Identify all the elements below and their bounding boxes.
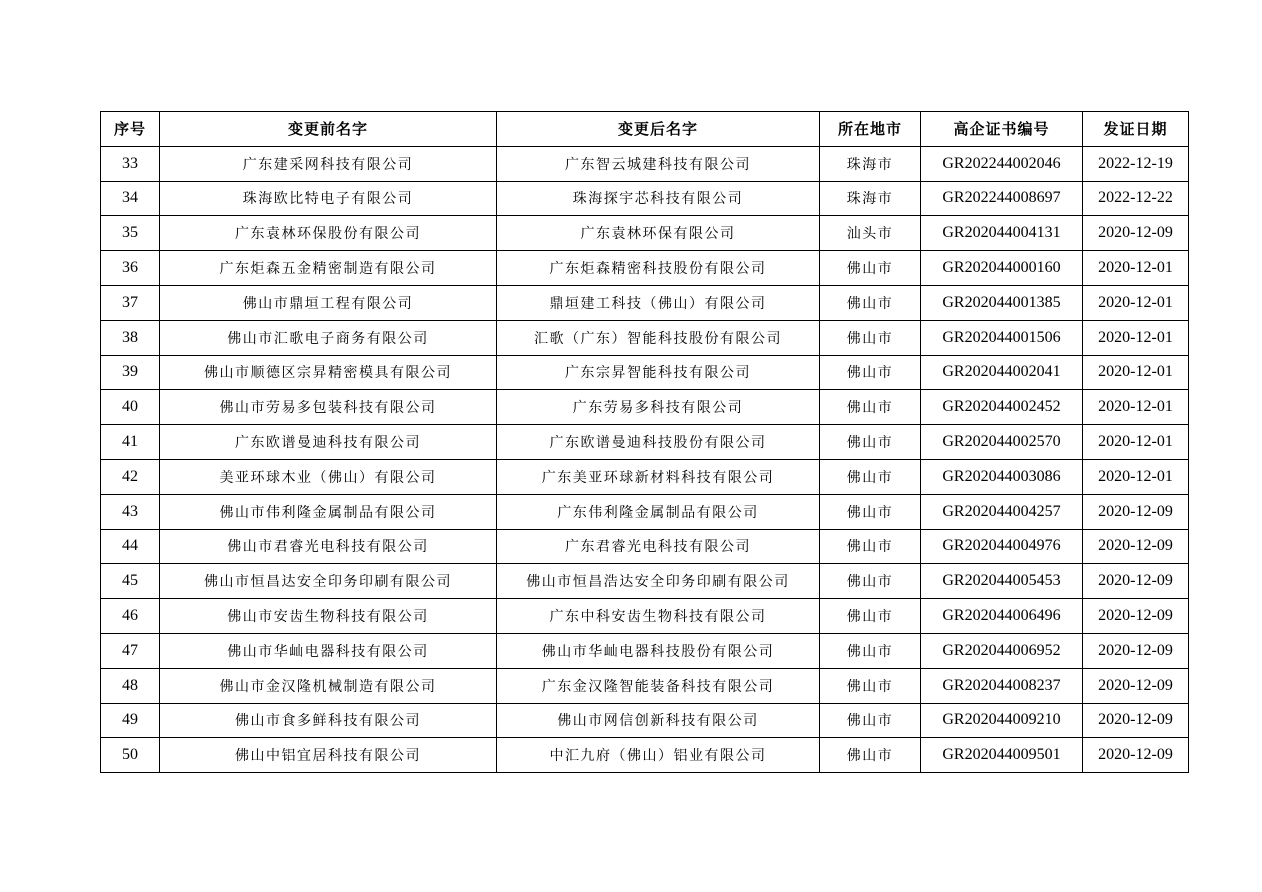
table-header bbox=[101, 112, 1189, 147]
cell-name-after: 中汇九府（佛山）铝业有限公司 bbox=[497, 738, 820, 773]
table-row bbox=[101, 703, 1189, 738]
cell-city: 佛山市 bbox=[820, 251, 921, 286]
cell-issue-date: 2020-12-01 bbox=[1083, 425, 1189, 460]
cell-city: 佛山市 bbox=[820, 494, 921, 529]
header-city: 所在地市 bbox=[820, 112, 921, 147]
cell-name-before: 佛山市伟利隆金属制品有限公司 bbox=[160, 494, 497, 529]
cell-issue-date: 2022-12-22 bbox=[1083, 181, 1189, 216]
cell-seq: 45 bbox=[101, 564, 160, 599]
cell-seq: 40 bbox=[101, 390, 160, 425]
cell-seq: 42 bbox=[101, 459, 160, 494]
cell-cert-number: GR202044003086 bbox=[921, 459, 1083, 494]
cell-city: 佛山市 bbox=[820, 738, 921, 773]
cell-name-after: 广东智云城建科技有限公司 bbox=[497, 146, 820, 181]
cell-issue-date: 2020-12-09 bbox=[1083, 668, 1189, 703]
cell-name-before: 美亚环球木业（佛山）有限公司 bbox=[160, 459, 497, 494]
table-row bbox=[101, 320, 1189, 355]
cell-seq: 47 bbox=[101, 633, 160, 668]
cell-city: 佛山市 bbox=[820, 285, 921, 320]
cell-name-after: 广东金汉隆智能装备科技有限公司 bbox=[497, 668, 820, 703]
cell-cert-number: GR202044001385 bbox=[921, 285, 1083, 320]
cell-name-after: 广东宗昇智能科技有限公司 bbox=[497, 355, 820, 390]
cell-name-before: 佛山市金汉隆机械制造有限公司 bbox=[160, 668, 497, 703]
cell-name-before: 珠海欧比特电子有限公司 bbox=[160, 181, 497, 216]
cell-city: 珠海市 bbox=[820, 146, 921, 181]
cell-name-before: 广东建采网科技有限公司 bbox=[160, 146, 497, 181]
cell-city: 佛山市 bbox=[820, 633, 921, 668]
cell-seq: 50 bbox=[101, 738, 160, 773]
cell-cert-number: GR202044006496 bbox=[921, 599, 1083, 634]
cell-name-after: 鼎垣建工科技（佛山）有限公司 bbox=[497, 285, 820, 320]
cell-name-after: 广东中科安齿生物科技有限公司 bbox=[497, 599, 820, 634]
cell-city: 汕头市 bbox=[820, 216, 921, 251]
cell-issue-date: 2020-12-01 bbox=[1083, 459, 1189, 494]
cell-cert-number: GR202044000160 bbox=[921, 251, 1083, 286]
cell-city: 佛山市 bbox=[820, 320, 921, 355]
table-row bbox=[101, 529, 1189, 564]
table-row bbox=[101, 668, 1189, 703]
cell-city: 佛山市 bbox=[820, 459, 921, 494]
table-row bbox=[101, 251, 1189, 286]
cell-cert-number: GR202044009501 bbox=[921, 738, 1083, 773]
header-name-before: 变更前名字 bbox=[160, 112, 497, 147]
cell-issue-date: 2020-12-01 bbox=[1083, 390, 1189, 425]
cell-city: 佛山市 bbox=[820, 564, 921, 599]
table-body bbox=[101, 146, 1189, 772]
cell-name-before: 佛山市汇歌电子商务有限公司 bbox=[160, 320, 497, 355]
cell-name-before: 佛山市顺德区宗昇精密模具有限公司 bbox=[160, 355, 497, 390]
cell-name-before: 广东欧谱曼迪科技有限公司 bbox=[160, 425, 497, 460]
cell-issue-date: 2020-12-09 bbox=[1083, 633, 1189, 668]
cell-name-before: 佛山市君睿光电科技有限公司 bbox=[160, 529, 497, 564]
table-row bbox=[101, 181, 1189, 216]
table-row bbox=[101, 425, 1189, 460]
cell-seq: 38 bbox=[101, 320, 160, 355]
cell-cert-number: GR202244002046 bbox=[921, 146, 1083, 181]
cell-issue-date: 2020-12-01 bbox=[1083, 285, 1189, 320]
cell-cert-number: GR202044001506 bbox=[921, 320, 1083, 355]
cell-city: 佛山市 bbox=[820, 668, 921, 703]
table-row bbox=[101, 599, 1189, 634]
cell-issue-date: 2020-12-09 bbox=[1083, 703, 1189, 738]
cell-name-after: 广东伟利隆金属制品有限公司 bbox=[497, 494, 820, 529]
cell-seq: 48 bbox=[101, 668, 160, 703]
table-row bbox=[101, 216, 1189, 251]
cell-city: 佛山市 bbox=[820, 390, 921, 425]
cell-issue-date: 2020-12-09 bbox=[1083, 599, 1189, 634]
table-row bbox=[101, 390, 1189, 425]
cell-name-after: 佛山市恒昌浩达安全印务印刷有限公司 bbox=[497, 564, 820, 599]
cell-name-after: 广东劳易多科技有限公司 bbox=[497, 390, 820, 425]
table-row bbox=[101, 146, 1189, 181]
cell-city: 佛山市 bbox=[820, 529, 921, 564]
cell-name-before: 佛山市安齿生物科技有限公司 bbox=[160, 599, 497, 634]
table-row bbox=[101, 355, 1189, 390]
cell-seq: 41 bbox=[101, 425, 160, 460]
cell-city: 珠海市 bbox=[820, 181, 921, 216]
header-cert-number: 高企证书编号 bbox=[921, 112, 1083, 147]
cell-name-after: 佛山市华屾电器科技股份有限公司 bbox=[497, 633, 820, 668]
cell-name-before: 佛山中铝宜居科技有限公司 bbox=[160, 738, 497, 773]
cell-seq: 33 bbox=[101, 146, 160, 181]
cell-seq: 39 bbox=[101, 355, 160, 390]
cell-issue-date: 2020-12-01 bbox=[1083, 320, 1189, 355]
cell-cert-number: GR202044006952 bbox=[921, 633, 1083, 668]
cell-name-before: 佛山市劳易多包装科技有限公司 bbox=[160, 390, 497, 425]
cell-cert-number: GR202044004976 bbox=[921, 529, 1083, 564]
cell-name-before: 佛山市恒昌达安全印务印刷有限公司 bbox=[160, 564, 497, 599]
cell-name-after: 广东欧谱曼迪科技股份有限公司 bbox=[497, 425, 820, 460]
cell-issue-date: 2020-12-09 bbox=[1083, 529, 1189, 564]
header-row bbox=[101, 112, 1189, 147]
cell-issue-date: 2020-12-09 bbox=[1083, 564, 1189, 599]
cell-name-after: 广东袁林环保有限公司 bbox=[497, 216, 820, 251]
cell-city: 佛山市 bbox=[820, 599, 921, 634]
cell-issue-date: 2022-12-19 bbox=[1083, 146, 1189, 181]
cell-cert-number: GR202044004131 bbox=[921, 216, 1083, 251]
table-row bbox=[101, 459, 1189, 494]
cell-name-before: 广东袁林环保股份有限公司 bbox=[160, 216, 497, 251]
cell-name-after: 汇歌（广东）智能科技股份有限公司 bbox=[497, 320, 820, 355]
cell-cert-number: GR202044009210 bbox=[921, 703, 1083, 738]
table-row bbox=[101, 494, 1189, 529]
cell-name-before: 广东炬森五金精密制造有限公司 bbox=[160, 251, 497, 286]
cell-name-after: 广东君睿光电科技有限公司 bbox=[497, 529, 820, 564]
header-seq: 序号 bbox=[101, 112, 160, 147]
cell-cert-number: GR202044005453 bbox=[921, 564, 1083, 599]
cell-issue-date: 2020-12-01 bbox=[1083, 251, 1189, 286]
cell-name-after: 珠海探宇芯科技有限公司 bbox=[497, 181, 820, 216]
cell-seq: 44 bbox=[101, 529, 160, 564]
table-row bbox=[101, 564, 1189, 599]
cell-city: 佛山市 bbox=[820, 703, 921, 738]
table-row bbox=[101, 285, 1189, 320]
table-row bbox=[101, 738, 1189, 773]
cell-cert-number: GR202044002570 bbox=[921, 425, 1083, 460]
cell-name-after: 佛山市网信创新科技有限公司 bbox=[497, 703, 820, 738]
cell-seq: 49 bbox=[101, 703, 160, 738]
cell-name-before: 佛山市华屾电器科技有限公司 bbox=[160, 633, 497, 668]
cell-issue-date: 2020-12-01 bbox=[1083, 355, 1189, 390]
cell-cert-number: GR202044004257 bbox=[921, 494, 1083, 529]
cell-seq: 36 bbox=[101, 251, 160, 286]
cell-name-before: 佛山市食多鲜科技有限公司 bbox=[160, 703, 497, 738]
header-name-after: 变更后名字 bbox=[497, 112, 820, 147]
table-row bbox=[101, 633, 1189, 668]
cell-seq: 34 bbox=[101, 181, 160, 216]
cell-cert-number: GR202044002041 bbox=[921, 355, 1083, 390]
cell-seq: 43 bbox=[101, 494, 160, 529]
cell-seq: 46 bbox=[101, 599, 160, 634]
cell-name-after: 广东炬森精密科技股份有限公司 bbox=[497, 251, 820, 286]
cell-cert-number: GR202244008697 bbox=[921, 181, 1083, 216]
cell-issue-date: 2020-12-09 bbox=[1083, 216, 1189, 251]
cell-cert-number: GR202044002452 bbox=[921, 390, 1083, 425]
cell-seq: 35 bbox=[101, 216, 160, 251]
enterprise-name-change-table bbox=[100, 111, 1189, 773]
cell-city: 佛山市 bbox=[820, 425, 921, 460]
cell-seq: 37 bbox=[101, 285, 160, 320]
header-issue-date: 发证日期 bbox=[1083, 112, 1189, 147]
cell-name-before: 佛山市鼎垣工程有限公司 bbox=[160, 285, 497, 320]
cell-name-after: 广东美亚环球新材料科技有限公司 bbox=[497, 459, 820, 494]
cell-cert-number: GR202044008237 bbox=[921, 668, 1083, 703]
cell-issue-date: 2020-12-09 bbox=[1083, 494, 1189, 529]
cell-issue-date: 2020-12-09 bbox=[1083, 738, 1189, 773]
cell-city: 佛山市 bbox=[820, 355, 921, 390]
